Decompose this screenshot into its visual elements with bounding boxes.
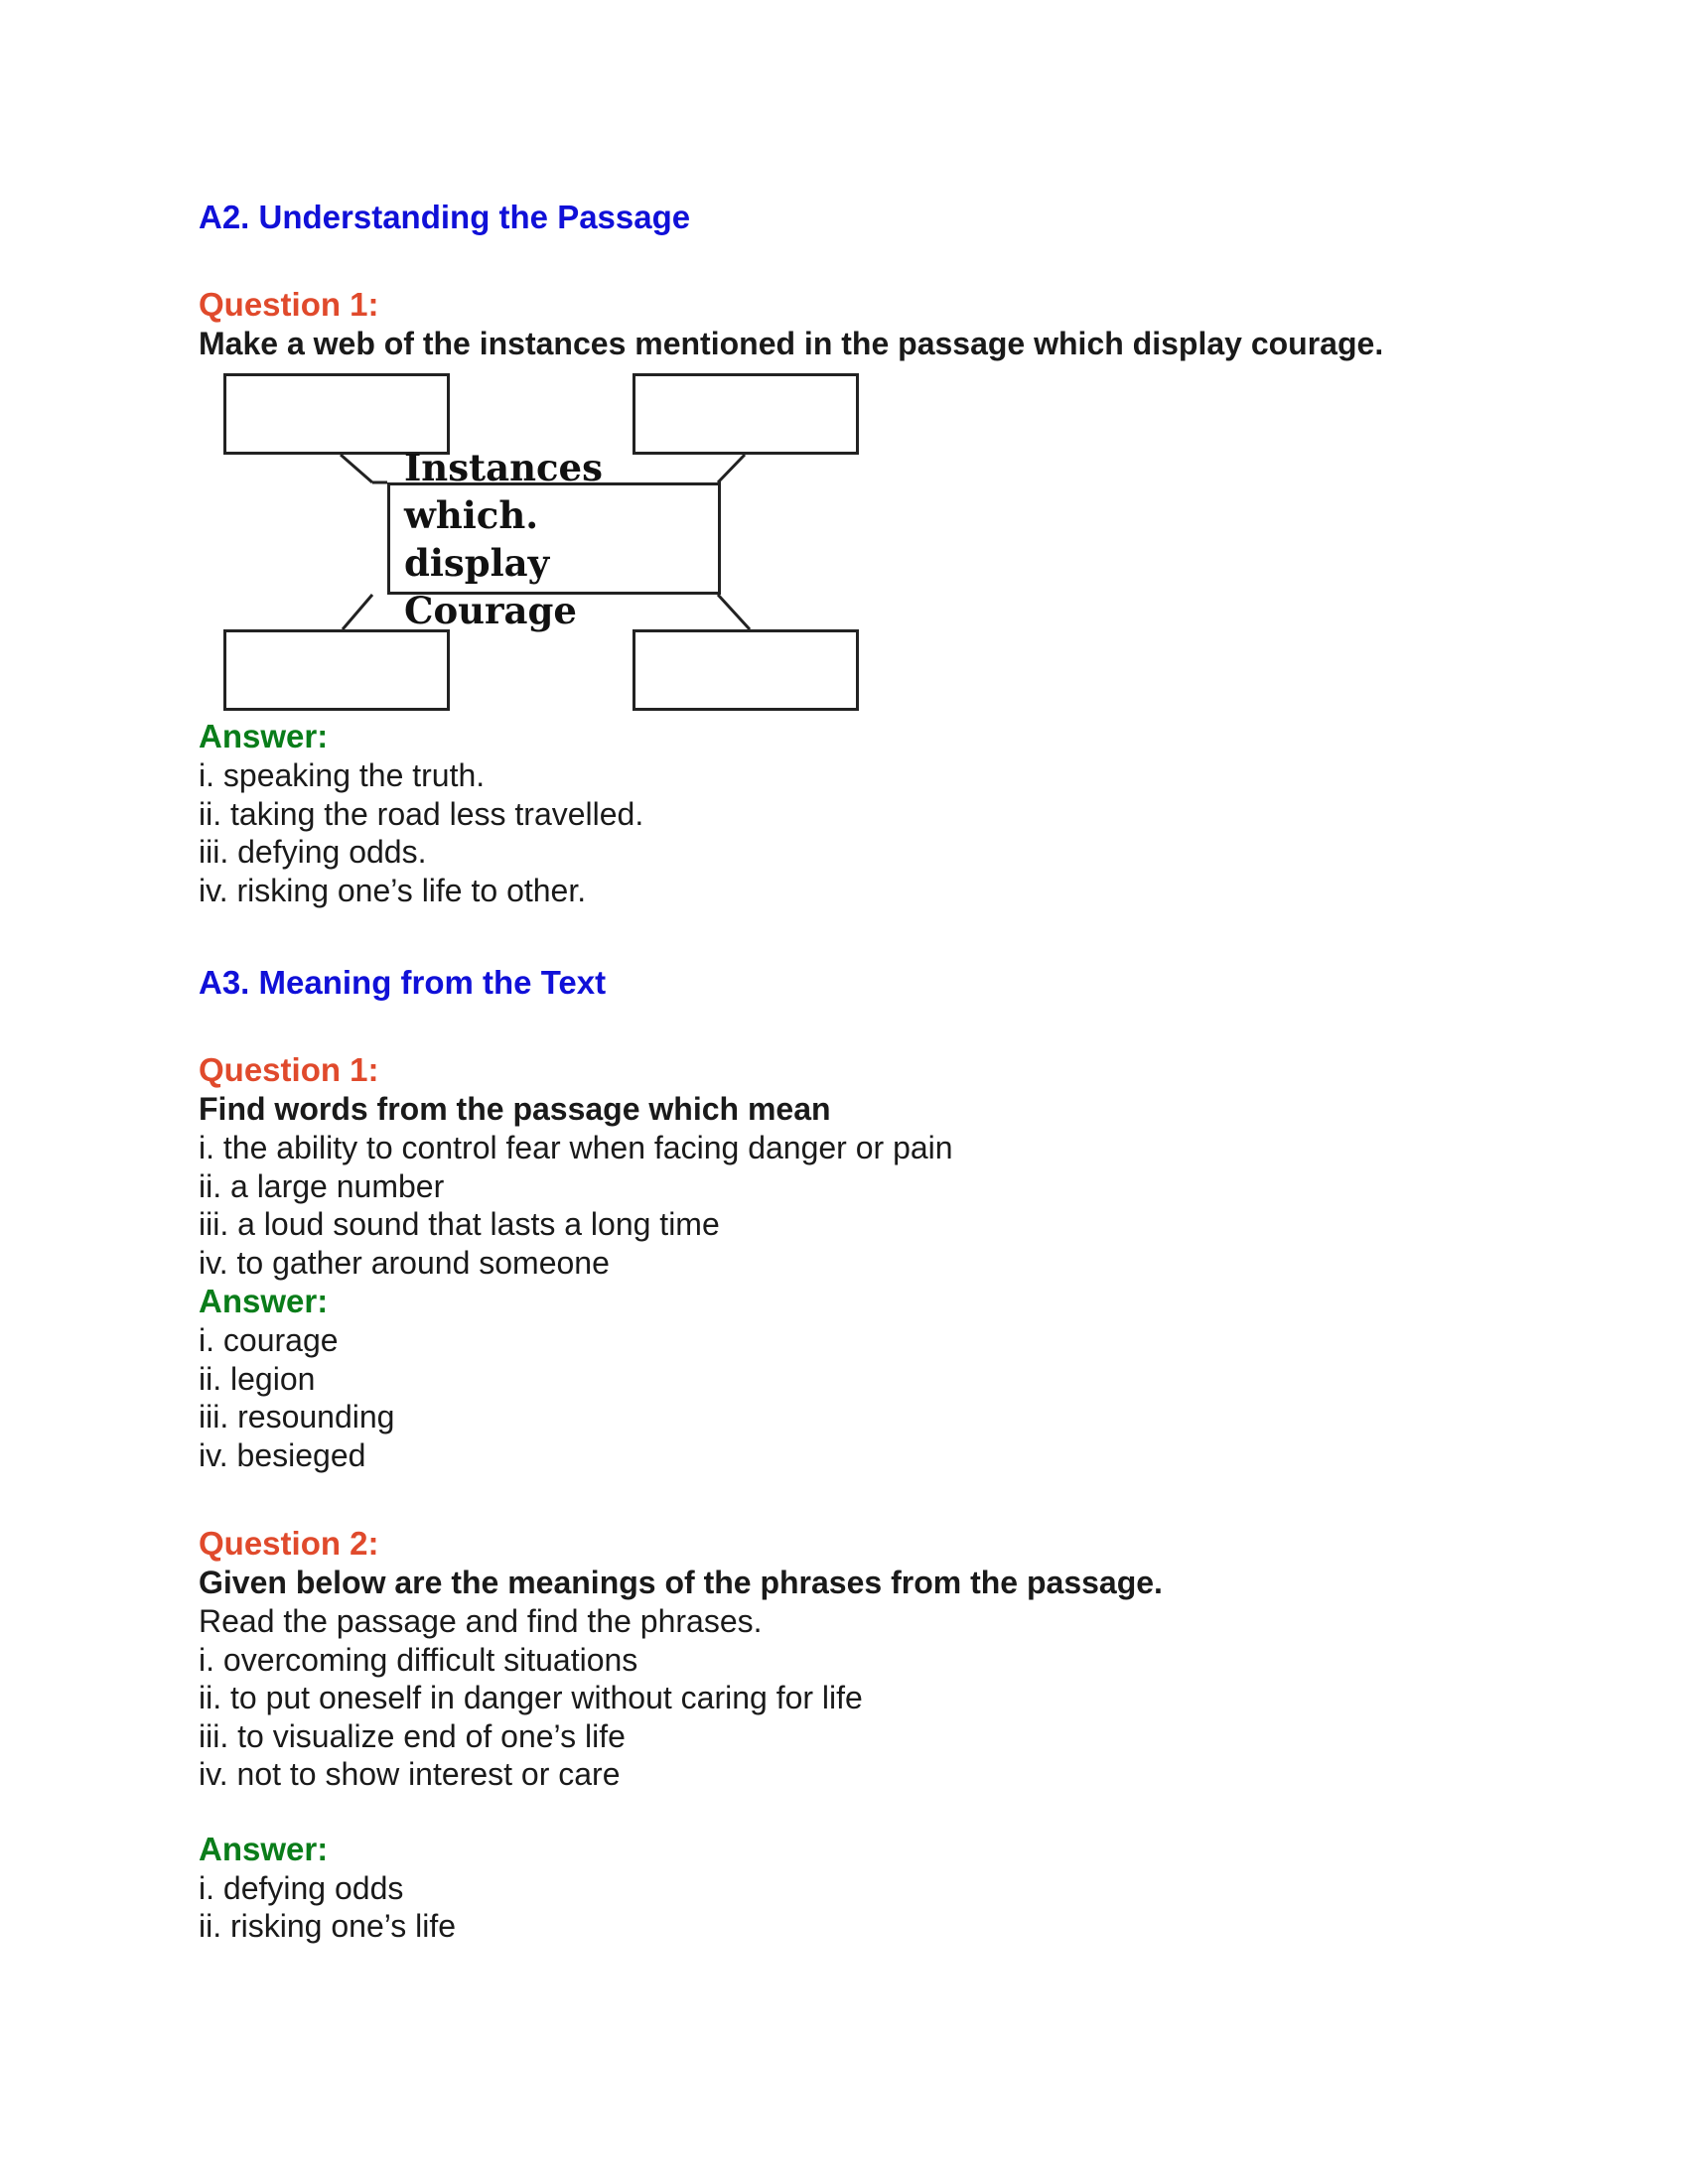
a3-q2-item: iii. to visualize end of one’s life (199, 1717, 626, 1754)
courage-web-diagram (223, 373, 918, 717)
a2-answer-item: iv. risking one’s life to other. (199, 872, 587, 908)
a3-q1-item: i. the ability to control fear when facing danger or pain (199, 1130, 953, 1165)
a3-question2-label: Question 2: (199, 1525, 379, 1562)
a2-question1-prompt: Make a web of the instances mentioned in the passage which display courage. (199, 326, 1384, 361)
a3-q1-item: ii. a large number (199, 1167, 445, 1204)
a2-answer-item: i. speaking the truth. (199, 757, 486, 793)
a2-answer-item: iii. defying odds. (199, 834, 427, 870)
document-page (199, 194, 1489, 1946)
a3-q1-answer-item: i. courage (199, 1322, 339, 1358)
a3-q2-item: i. overcoming difficult situations (199, 1641, 638, 1678)
a3-q1-answer-item: iii. resounding (199, 1399, 395, 1434)
a3-q2-answer-item: ii. risking one’s life (199, 1908, 457, 1944)
a3-question2-prompt: Given below are the meanings of the phrases from the passage. (199, 1565, 1163, 1600)
a3-question1-prompt: Find words from the passage which mean (199, 1091, 831, 1127)
a3-q1-answer-item: iv. besieged (199, 1436, 366, 1473)
a3-q1-item: iii. a loud sound that lasts a long time (199, 1206, 720, 1242)
a3-q2-answer-item: i. defying odds (199, 1869, 404, 1906)
a3-q1-item: iv. to gather around someone (199, 1244, 610, 1281)
blank-box-bottom-left (223, 629, 450, 711)
a3-q2-answer-label: Answer: (199, 1830, 329, 1867)
center-box-line2: display Courage (404, 540, 577, 632)
blank-box-bottom-right (633, 629, 859, 711)
a2-answer-item: ii. taking the road less travelled. (199, 795, 644, 832)
a3-q1-answer-item: ii. legion (199, 1360, 316, 1397)
a2-answer-label: Answer: (199, 718, 329, 754)
section-a3-title: A3. Meaning from the Text (199, 964, 607, 1001)
a3-q1-answer-label: Answer: (199, 1283, 329, 1319)
center-box (387, 445, 721, 632)
a3-q2-instruction: Read the passage and find the phrases. (199, 1603, 763, 1639)
a2-question1-label: Question 1: (199, 286, 379, 323)
a3-q2-item: iv. not to show interest or care (199, 1756, 621, 1792)
section-a2-title: A2. Understanding the Passage (199, 199, 691, 235)
center-box-line1: Instances which. (404, 445, 603, 537)
a3-question1-label: Question 1: (199, 1051, 379, 1088)
a3-q2-item: ii. to put oneself in danger without caring for life (199, 1680, 863, 1715)
